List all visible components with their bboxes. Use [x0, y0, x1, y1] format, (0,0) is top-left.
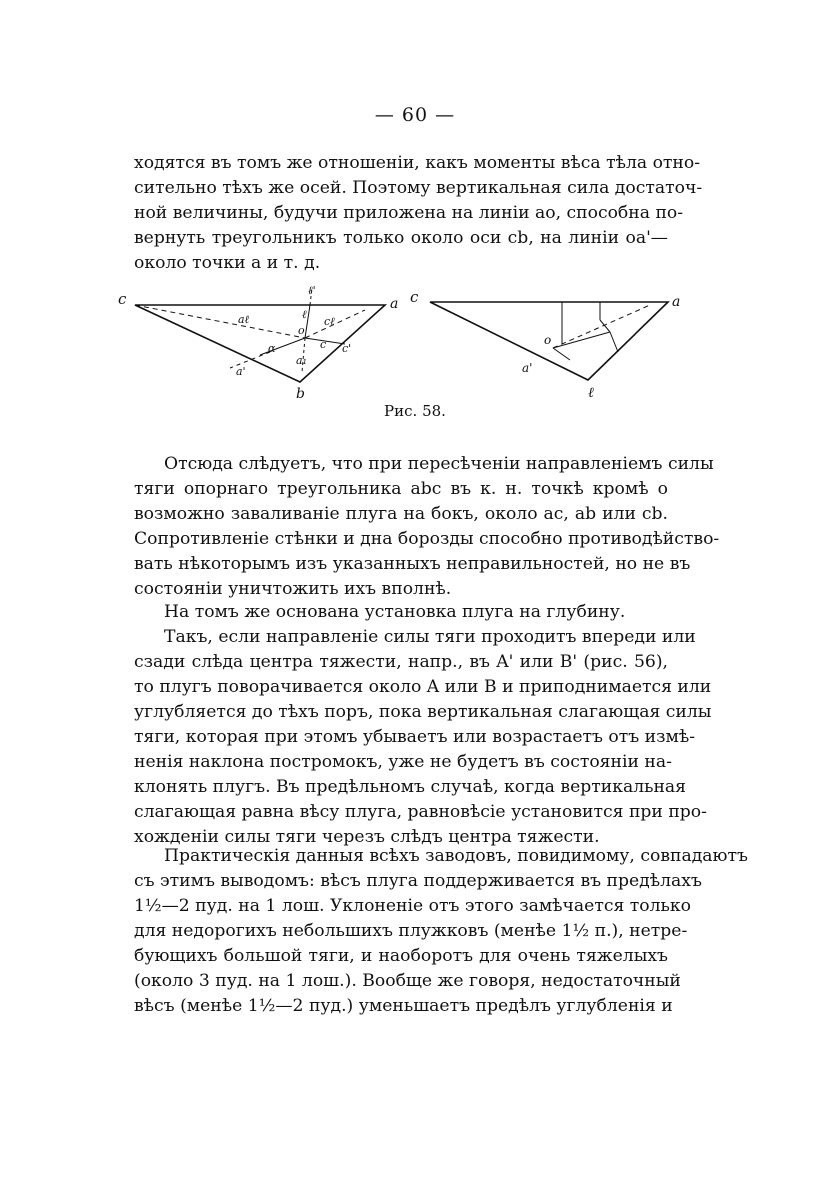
text-line: Отсюда слѣдуетъ, что при пересѣченiи направленiемъ силы — [164, 454, 714, 474]
figure-label: aℓ — [238, 313, 250, 326]
text-line: около точки a и т. д. — [134, 253, 321, 273]
figure-label: c — [320, 338, 327, 351]
text-line: вернуть треугольникъ только около оси cb, на линiи oa'— — [134, 228, 668, 248]
figure-label: a — [390, 296, 399, 312]
text-line: (около 3 пуд. на 1 лош.). Вообще же говоря, недостаточный — [134, 971, 681, 991]
text-line: для недорогихъ небольшихъ плужковъ (менѣе 1½ п.), нетре- — [134, 921, 688, 941]
text-line: тяги опорнаго треугольника abc въ к. н. точкѣ кромѣ o — [134, 479, 668, 499]
paragraph-1 — [134, 151, 703, 276]
page-number: — 60 — — [374, 104, 456, 126]
figure-label: α — [268, 342, 276, 355]
figure-label: a — [672, 294, 681, 310]
paragraph-2 — [134, 452, 720, 602]
text-line: клонять плугъ. Въ предѣльномъ случаѣ, когда вертикальная — [134, 777, 687, 797]
figure-label: c — [410, 288, 419, 306]
text-line: то плугъ поворачивается около A или B и приподнимается или — [134, 677, 712, 697]
text-line: Такъ, если направленiе силы тяги проходитъ впереди или — [164, 627, 696, 647]
text-line: сзади слѣда центра тяжести, напр., въ A' или B' (рис. 56), — [134, 652, 668, 672]
figure-label: a' — [236, 365, 246, 378]
figure-label: b — [296, 386, 305, 402]
text-line: углубляется до тѣхъ поръ, пока вертикальная слагающая силы — [134, 702, 712, 722]
text-line: вѣсъ (менѣе 1½—2 пуд.) уменьшаетъ предѣлъ углубленiя и — [134, 996, 673, 1016]
figure-label: o — [298, 324, 305, 337]
text-line: возможно заваливанiе плуга на бокъ, около ac, ab или cb. — [134, 504, 668, 524]
text-line: сительно тѣхъ же осей. Поэтому вертикальная сила достаточ- — [134, 178, 703, 198]
text-line: Сопротивленiе стѣнки и дна борозды способно противодѣйство- — [134, 529, 720, 549]
paragraph-4 — [134, 625, 712, 850]
text-line: состоянiи уничтожить ихъ вполнѣ. — [134, 579, 452, 599]
text-line: хожденiи силы тяги черезъ слѣдъ центра тяжести. — [134, 827, 600, 847]
text-line: ходятся въ томъ же отношенiи, какъ моменты вѣса тѣла отно- — [134, 153, 701, 173]
text-line: тяги, которая при этомъ убываетъ или возрастаетъ отъ измѣ- — [134, 727, 696, 747]
figure-right-labels — [410, 288, 680, 401]
paragraph-3 — [134, 600, 668, 625]
figure-label: c' — [342, 342, 352, 355]
figure-label: ℓ — [302, 308, 307, 321]
text-line: Практическiя данныя всѣхъ заводовъ, повидимому, совпадаютъ — [164, 846, 748, 866]
figure-label: a' — [522, 361, 533, 375]
figure-left-triangle — [135, 288, 385, 382]
text-line: бующихъ большой тяги, и наоборотъ для очень тяжелыхъ — [134, 946, 668, 966]
figure-label: ℓ' — [308, 284, 316, 297]
text-line: съ этимъ выводомъ: вѣсъ плуга поддерживается въ предѣлахъ — [134, 871, 702, 891]
figure-left-labels — [118, 284, 398, 402]
figure-label: cℓ — [324, 315, 335, 328]
text-line: 1½—2 пуд. на 1 лош. Уклоненiе отъ этого замѣчается только — [134, 896, 691, 916]
text-line: слагающая равна вѣсу плуга, равновѣсiе установится при про- — [134, 802, 707, 822]
figure-label: c — [118, 290, 127, 308]
text-line: На томъ же основана установка плуга на глубину. — [164, 602, 626, 622]
figure-label: o — [544, 333, 552, 347]
figure-label: ℓ — [588, 385, 594, 401]
figure-caption: Рис. 58. — [384, 402, 446, 420]
text-line: вать нѣкоторымъ изъ указанныхъ неправильностей, но не въ — [134, 554, 691, 574]
paragraph-5 — [134, 844, 748, 1019]
text-line: ненiя наклона постромокъ, уже не будетъ въ состоянiи на- — [134, 752, 672, 772]
text-line: ной величины, будучи приложена на линiи ao, способна по- — [134, 203, 684, 223]
figure-label: a₁ — [296, 354, 307, 367]
figure-58 — [110, 280, 700, 405]
